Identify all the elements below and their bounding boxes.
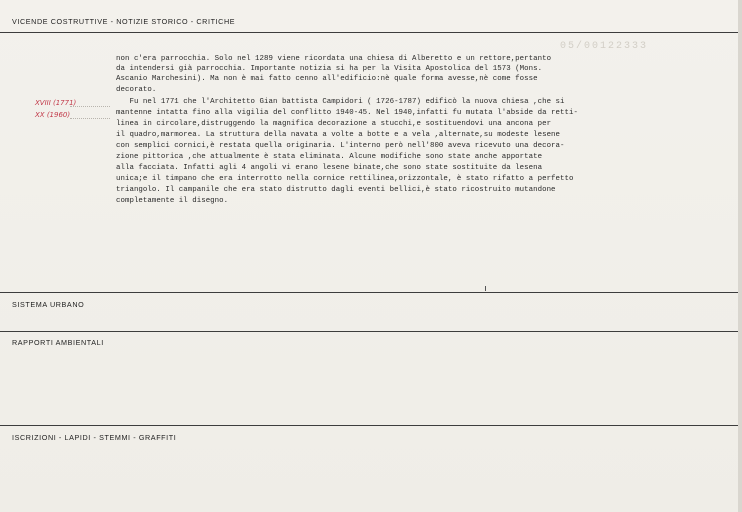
margin-dotted-line [70, 106, 110, 107]
section-label-iscrizioni: ISCRIZIONI - LAPIDI - STEMMI - GRAFFITI [12, 433, 177, 442]
faded-catalog-number: 05/00122333 [560, 41, 649, 52]
pencil-mark [485, 286, 489, 291]
text-line: alla facciata. Infatti agli 4 angoli vi erano lesene binate,che sono state sostituite da lesena [116, 164, 543, 172]
text-line: linea in circolare,distruggendo la magnifica decorazione a stucchi,e sostituendovi una ancona per [116, 120, 552, 128]
text-line: completamente il disegno. [116, 197, 229, 205]
text-line: da intendersi già parrocchia. Importante notizia si ha per la Visita Apostolica del 1573 (Mons. [116, 65, 543, 73]
margin-note-date-1: XVIII (1771) [35, 99, 77, 107]
text-line: triangolo. Il campanile che era stato distrutto dagli eventi bellici,è stato ricostruito mutandone [116, 186, 556, 194]
text-line: decorato. [116, 86, 157, 94]
text-line: zione pittorica ,che attualmente è stata eliminata. Alcune modifiche sono state anche apportate [116, 153, 543, 161]
margin-note-date-2: XX (1960) [35, 111, 71, 119]
text-line: Ascanio Marchesini). Ma non è mai fatto cenno all'edificio:nè quale forma avesse,nè come fosse [116, 75, 538, 83]
section-label-rapporti-ambientali: RAPPORTI AMBIENTALI [12, 338, 104, 347]
text-line: non c'era parrocchia. Solo nel 1289 viene ricordata una chiesa di Alberetto e un rettore,pertanto [116, 55, 552, 63]
divider-line [0, 425, 738, 426]
text-line: unica;e il timpano che era interrotto nella cornice rettilinea,orizzontale, è stato rifatto a perfetto [116, 175, 574, 183]
divider-line [0, 292, 738, 293]
text-line: il quadro,marmorea. La struttura della navata a volte a botte e a vela ,alternate,su modeste lesene [116, 131, 561, 139]
text-line: con semplici cornici,è restata quella originaria. L'interno però nell'800 aveva ricevuto una decora- [116, 142, 565, 150]
page-edge [738, 0, 742, 512]
section-label-sistema-urbano: SISTEMA URBANO [12, 300, 85, 309]
section-label-vicende: VICENDE COSTRUTTIVE - NOTIZIE STORICO - CRITICHE [12, 17, 236, 26]
divider-line [0, 331, 738, 332]
text-line: mantenne intatta fino alla vigilia del conflitto 1940-45. Nel 1940,infatti fu mutata l'abside da retti- [116, 109, 578, 117]
text-line: Fu nel 1771 che l'Architetto Gian battista Campidori ( 1726-1787) edificò la nuova chiesa ,che si [116, 98, 565, 106]
margin-dotted-line [70, 118, 110, 119]
divider-line [0, 32, 738, 33]
